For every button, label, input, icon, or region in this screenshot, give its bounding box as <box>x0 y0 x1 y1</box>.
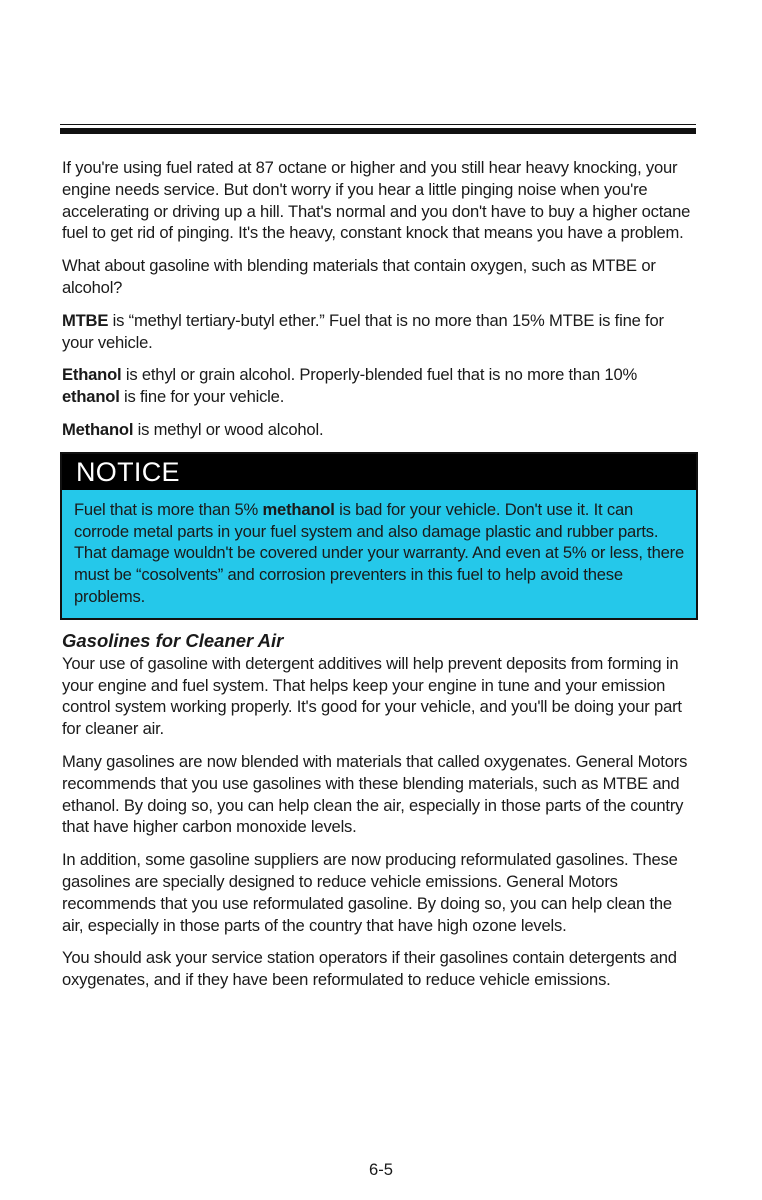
notice-body <box>62 490 696 618</box>
paragraph-service-station: You should ask your service station operators if their gasolines contain detergents and oxygenates, and if they have been reformulated to reduce vehicle emissions. <box>62 948 677 990</box>
paragraph-blending-question: What about gasoline with blending materials that contain oxygen, such as MTBE or alcohol? <box>62 256 656 297</box>
header-rule <box>60 128 696 134</box>
page-content <box>62 157 696 1002</box>
ethanol-text-1: is ethyl or grain alcohol. Properly-blended fuel that is no more than 10% <box>121 365 638 385</box>
paragraph-methanol <box>62 419 696 441</box>
term-ethanol-inline: ethanol <box>62 387 120 407</box>
term-methanol: Methanol <box>62 419 134 439</box>
ethanol-text-2: is fine for your vehicle. <box>119 387 285 407</box>
section-title: Gasolines for Cleaner Air <box>62 629 284 651</box>
notice-box <box>60 452 698 620</box>
notice-title: NOTICE <box>62 454 696 490</box>
methanol-text: is methyl or wood alcohol. <box>133 419 324 439</box>
header-rule-thin <box>60 124 696 125</box>
mtbe-text: is “methyl tertiary-butyl ether.” Fuel that is no more than 15% MTBE is fine for your vehicle. <box>62 310 664 352</box>
term-ethanol: Ethanol <box>62 365 122 385</box>
paragraph-detergent: Your use of gasoline with detergent additives will help prevent deposits from forming in your engine and fuel system. That helps keep your engine in tune and your emission control system working properly. It's good for your vehicle, and you'll be doing your part for cleaner air. <box>62 653 682 739</box>
paragraph-ethanol <box>62 364 696 408</box>
paragraph-knocking: If you're using fuel rated at 87 octane or higher and you still hear heavy knocking, your engine needs service. But don't worry if you hear a little pinging noise when you're accelerating or driving up a hill. That's normal and you don't have to buy a higher octane fuel to get rid of pinging. It's the heavy, constant knock that means you have a problem. <box>62 158 691 243</box>
paragraph-mtbe <box>62 310 696 354</box>
paragraph-reformulated: In addition, some gasoline suppliers are now producing reformulated gasolines. These gasolines are specially designed to reduce vehicle emissions. General Motors recommends that you use reformulated gasoline. By doing so, you can help clean the air, especially in those parts of the country that have high ozone levels. <box>62 850 678 935</box>
notice-text-2: is bad for your vehicle. Don't use it. It can corrode metal parts in your fuel system and also damage plastic and rubber parts. That damage wouldn't be covered under your warranty. And even at 5% or less, there must be “cosolvents” and corrosion preventers in this fuel to help avoid these problems. <box>74 499 685 606</box>
notice-text-1: Fuel that is more than 5% <box>74 499 263 519</box>
paragraph-oxygenates: Many gasolines are now blended with materials that called oxygenates. General Motors recommends that you use gasolines with these blending materials, such as MTBE and ethanol. By doing so, you can help clean the air, especially in those parts of the country that have higher carbon monoxide levels. <box>62 751 688 837</box>
term-mtbe: MTBE <box>62 310 109 330</box>
notice-term-methanol: methanol <box>262 499 335 519</box>
page-number: 6-5 <box>369 1160 393 1179</box>
